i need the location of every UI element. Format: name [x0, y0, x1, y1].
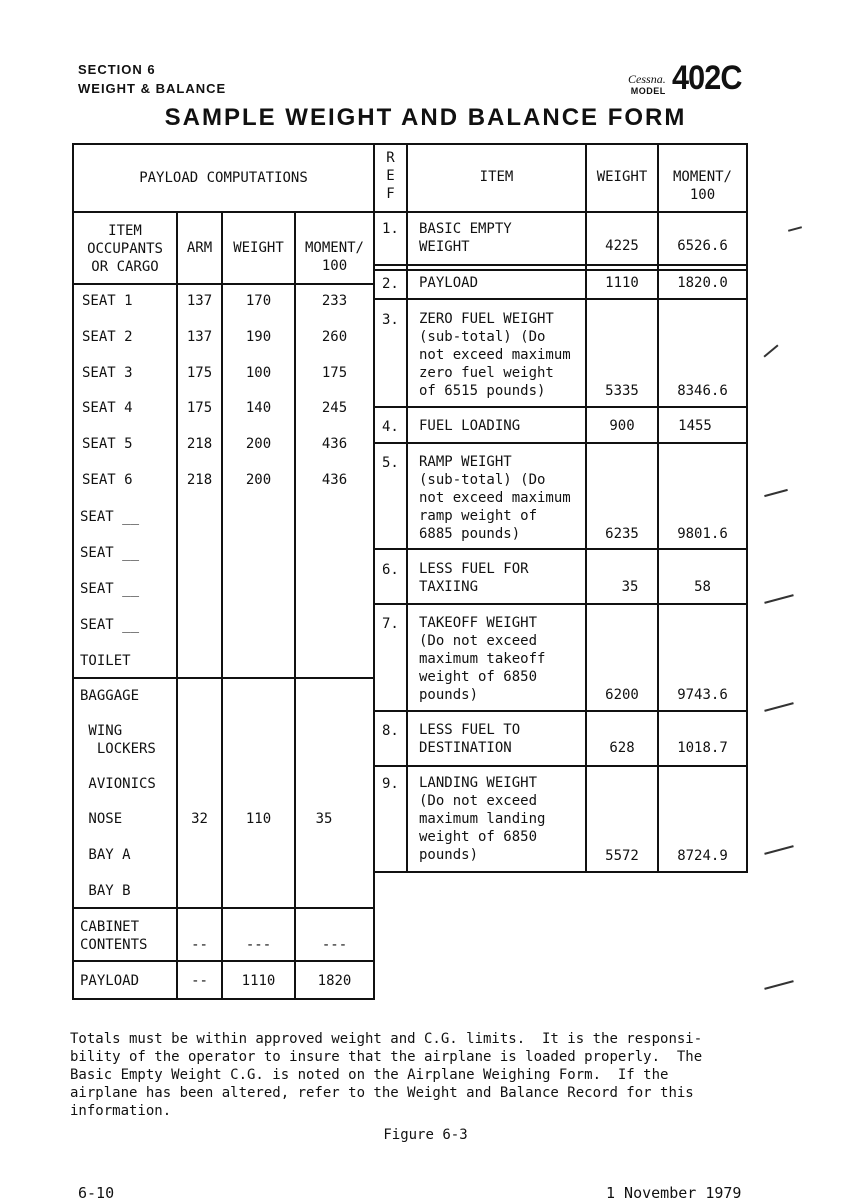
- baggage-item: AVIONICS: [80, 776, 156, 792]
- seat-moment: 260: [321, 329, 348, 345]
- baggage-item: BAGGAGE: [80, 688, 140, 704]
- ref-number: 8.: [382, 723, 399, 739]
- payload-total-moment: 1820: [317, 973, 352, 989]
- ref-number: 5.: [382, 455, 399, 471]
- baggage-item: NOSE: [80, 811, 123, 827]
- summary-weight: 4225: [605, 238, 639, 254]
- summary-moment: 8346.6: [677, 383, 728, 399]
- col-weight-header: WEIGHT: [233, 240, 284, 256]
- payload-total-item: PAYLOAD: [80, 973, 140, 989]
- seat-moment: 175: [321, 365, 348, 381]
- summary-item: LESS FUEL TO DESTINATION: [419, 722, 521, 756]
- cabinet-weight: ---: [245, 937, 272, 953]
- scan-mark: [788, 226, 802, 232]
- col-item-header: ITEM: [479, 169, 514, 185]
- baggage-weight: 110: [245, 811, 272, 827]
- scan-mark: [764, 980, 793, 990]
- seat-arm: 137: [186, 329, 213, 345]
- col-item-header: ITEM OCCUPANTS OR CARGO: [87, 223, 163, 275]
- summary-moment: 1018.7: [677, 740, 728, 756]
- summary-weight: 5572: [605, 848, 639, 864]
- summary-moment: 9743.6: [677, 687, 728, 703]
- summary-item: BASIC EMPTY WEIGHT: [419, 221, 512, 255]
- scan-mark: [764, 845, 793, 855]
- summary-weight: 5335: [605, 383, 639, 399]
- summary-item: LESS FUEL FOR TAXIING: [419, 561, 529, 595]
- ref-number: 9.: [382, 776, 399, 792]
- summary-item: LANDING WEIGHT (Do not exceed maximum landing weight of 6850 pounds): [419, 775, 546, 863]
- seat-item: SEAT 3: [82, 365, 133, 381]
- seat-item: SEAT __: [80, 509, 140, 525]
- payload-total-weight: 1110: [241, 973, 276, 989]
- summary-moment: 8724.9: [677, 848, 728, 864]
- baggage-box: [72, 677, 375, 909]
- model-number: 402C: [671, 59, 742, 97]
- col-arm-header: ARM: [186, 240, 213, 256]
- toilet-item: TOILET: [80, 653, 131, 669]
- ref-number: 2.: [382, 276, 399, 292]
- summary-item: RAMP WEIGHT (sub-total) (Do not exceed maximum ramp weight of 6885 pounds): [419, 454, 571, 542]
- seat-moment: 233: [321, 293, 348, 309]
- subsection-label: WEIGHT & BALANCE: [78, 81, 227, 96]
- summary-moment: 1455: [678, 418, 712, 434]
- seat-item: SEAT 1: [82, 293, 133, 309]
- scan-mark: [763, 344, 778, 357]
- seat-moment: 245: [321, 400, 348, 416]
- model-label: MODEL: [630, 86, 666, 96]
- baggage-item: BAY B: [80, 883, 131, 899]
- seat-item: SEAT 2: [82, 329, 133, 345]
- seat-item: SEAT __: [80, 581, 140, 597]
- baggage-arm: 32: [191, 811, 208, 827]
- payload-title: PAYLOAD COMPUTATIONS: [139, 170, 308, 186]
- seat-item: SEAT 4: [82, 400, 133, 416]
- summary-moment: 6526.6: [677, 238, 728, 254]
- seat-arm: 175: [186, 365, 213, 381]
- ref-number: 6.: [382, 562, 399, 578]
- scan-mark: [764, 489, 788, 497]
- seat-moment: 436: [321, 436, 348, 452]
- scan-mark: [764, 702, 793, 712]
- summary-weight: 6200: [605, 687, 639, 703]
- seat-item: SEAT 6: [82, 472, 133, 488]
- summary-weight: 6235: [605, 526, 639, 542]
- summary-moment: 9801.6: [677, 526, 728, 542]
- page-title: SAMPLE WEIGHT AND BALANCE FORM: [164, 104, 687, 131]
- seat-weight: 200: [245, 472, 272, 488]
- col-weight-header: WEIGHT: [596, 169, 648, 185]
- summary-item: FUEL LOADING: [419, 418, 521, 434]
- cabinet-item: CABINET CONTENTS: [80, 919, 148, 953]
- summary-item: ZERO FUEL WEIGHT (sub-total) (Do not exceed maximum zero fuel weight of 6515 pounds): [419, 311, 571, 399]
- col-moment-header: MOMENT/ 100: [672, 169, 732, 203]
- totals-note: Totals must be within approved weight and C.G. limits. It is the responsi- bility of the operator to insure that the airplane is loaded properly. The Basic Empty Weight C.G. is noted on the Airplane Weighing Form. If the airplane has been altered, refer to the Weight and Balance Record for this information.: [70, 1031, 703, 1119]
- figure-caption: Figure 6-3: [383, 1127, 468, 1143]
- footer-date: 1 November 1979: [606, 1184, 742, 1202]
- summary-weight: 1110: [605, 275, 639, 291]
- summary-weight: 900: [609, 418, 635, 434]
- ref-number: 7.: [382, 616, 399, 632]
- summary-item: PAYLOAD: [419, 275, 479, 291]
- seat-arm: 218: [186, 472, 213, 488]
- section-label: SECTION 6: [78, 62, 156, 77]
- ref-number: 4.: [382, 419, 399, 435]
- seat-arm: 137: [186, 293, 213, 309]
- summary-moment: 1820.0: [677, 275, 728, 291]
- summary-moment: 58: [694, 579, 711, 595]
- summary-weight: 628: [609, 740, 635, 756]
- seat-weight: 190: [245, 329, 272, 345]
- ref-number: 1.: [382, 221, 399, 237]
- col-ref-header: R E F: [386, 150, 395, 202]
- baggage-moment: 35: [315, 811, 333, 827]
- cabinet-moment: ---: [321, 937, 348, 953]
- cessna-logo: Cessna.: [628, 72, 666, 86]
- scan-mark: [764, 594, 793, 604]
- baggage-item: WING LOCKERS: [88, 723, 156, 757]
- ref-number: 3.: [382, 312, 399, 328]
- seat-arm: 175: [186, 400, 213, 416]
- seat-item: SEAT __: [80, 545, 140, 561]
- section-header: [78, 60, 226, 98]
- seat-weight: 100: [245, 365, 272, 381]
- seat-weight: 200: [245, 436, 272, 452]
- summary-item: TAKEOFF WEIGHT (Do not exceed maximum takeoff weight of 6850 pounds): [419, 615, 546, 703]
- seat-moment: 436: [321, 472, 348, 488]
- seat-weight: 140: [245, 400, 272, 416]
- summary-weight: 35: [621, 579, 639, 595]
- seat-weight: 170: [245, 293, 272, 309]
- page-number: 6-10: [78, 1184, 115, 1202]
- seat-item: SEAT 5: [82, 436, 133, 452]
- payload-total-arm: --: [191, 973, 208, 989]
- seat-item: SEAT __: [80, 617, 140, 633]
- cabinet-arm: --: [191, 937, 208, 953]
- baggage-item: BAY A: [80, 847, 131, 863]
- col-moment-header: MOMENT/ 100: [304, 240, 364, 274]
- model-badge: [628, 60, 749, 96]
- seat-arm: 218: [186, 436, 213, 452]
